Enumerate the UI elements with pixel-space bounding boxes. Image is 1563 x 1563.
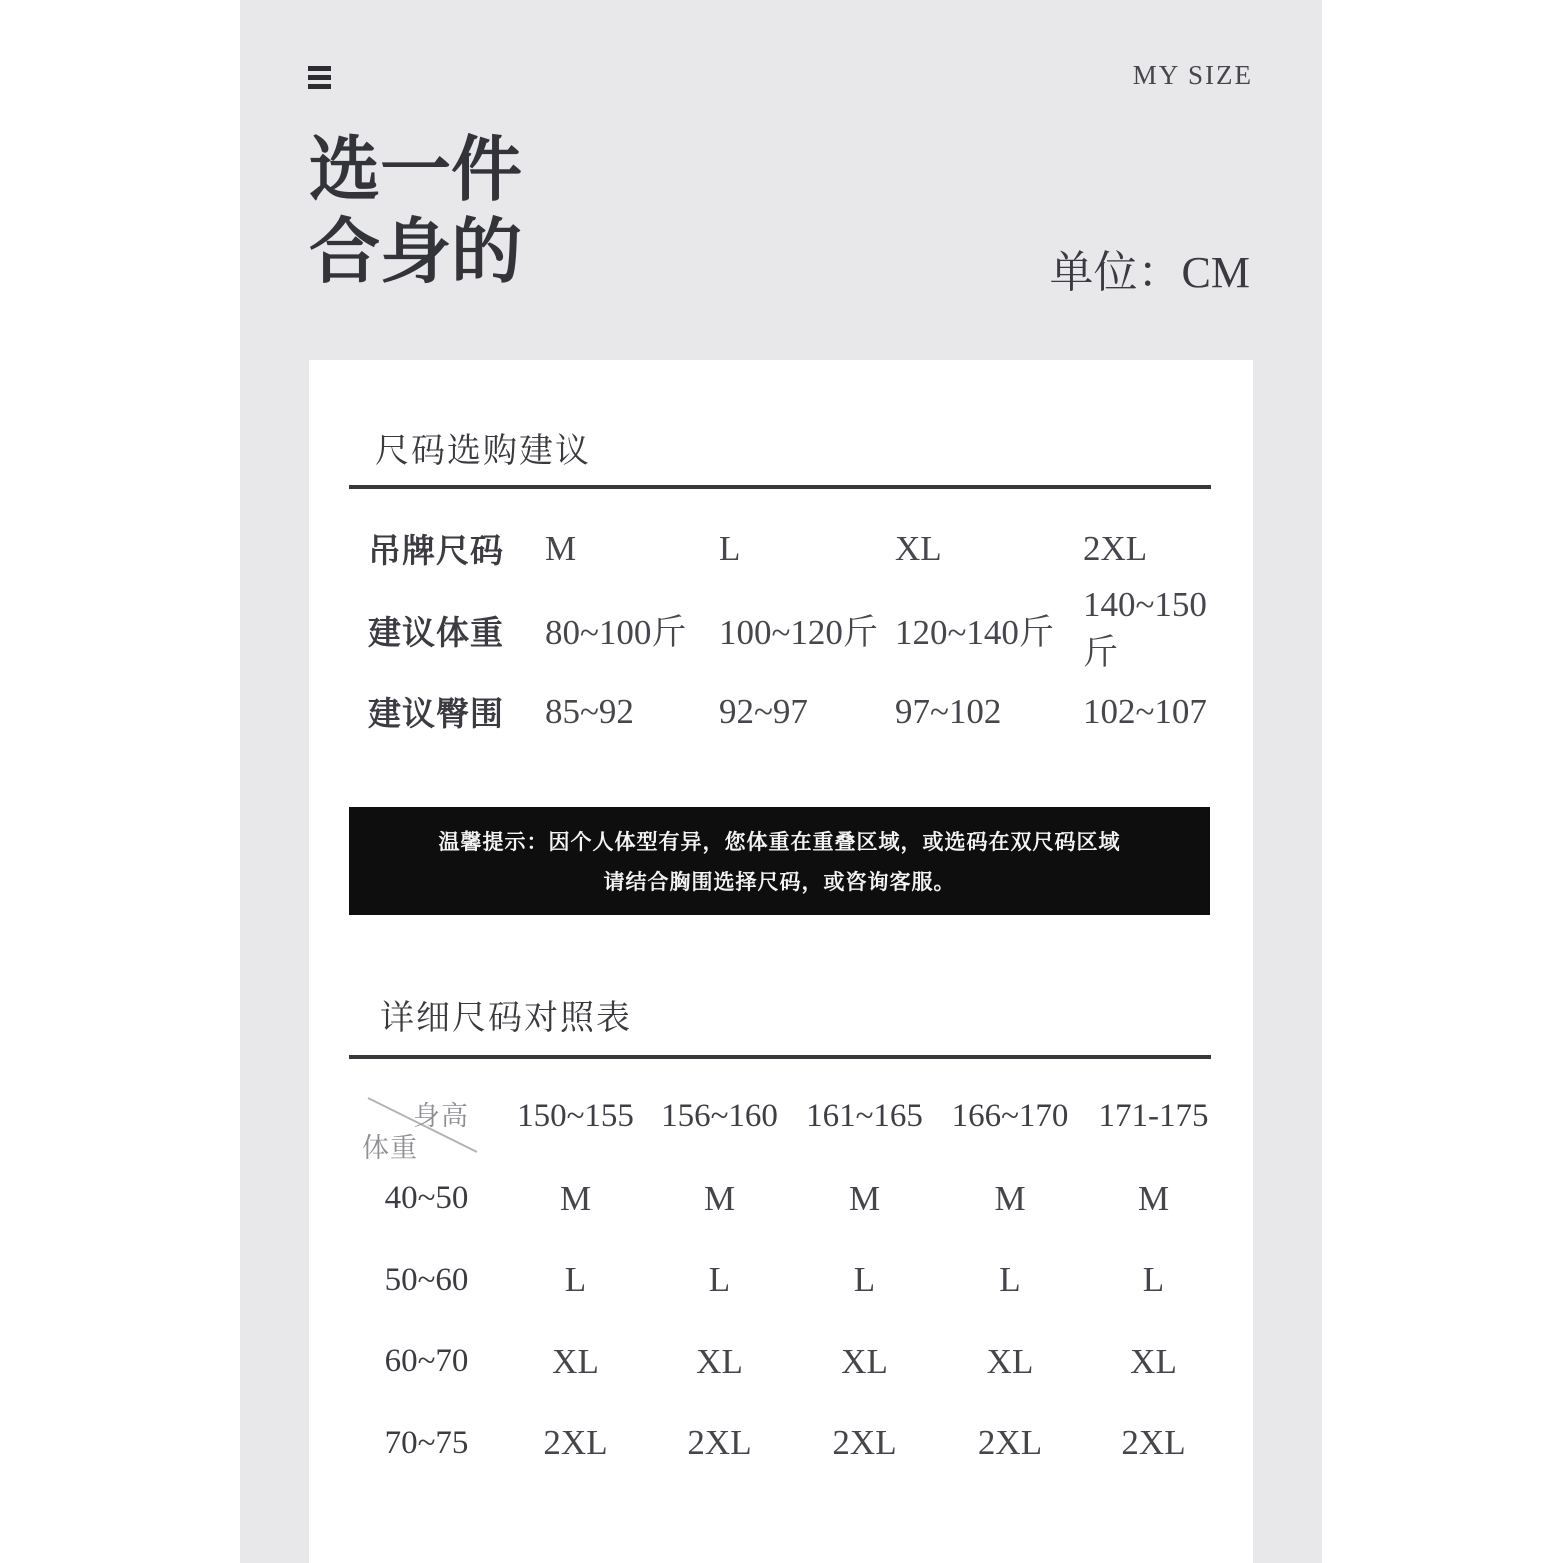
height-column-header: 166~170 <box>951 1097 1069 1134</box>
size-cell: XL <box>552 1341 599 1381</box>
hamburger-bar <box>308 66 331 71</box>
size-advice-table <box>368 508 1213 753</box>
size-cell: L <box>708 1260 731 1300</box>
size-cell: L <box>999 1260 1021 1300</box>
advice-row-label: 建议体重 <box>368 613 504 651</box>
size-cell: XL <box>1130 1341 1177 1381</box>
hamburger-bar <box>308 75 331 80</box>
advice-cell: 92~97 <box>719 691 808 731</box>
size-cell: XL <box>841 1341 888 1381</box>
weight-row-header: 70~75 <box>384 1424 469 1461</box>
weight-row-header: 60~70 <box>384 1343 469 1380</box>
advice-row-label: 吊牌尺码 <box>368 532 504 570</box>
weight-row-header: 40~50 <box>384 1180 469 1217</box>
size-card <box>309 360 1253 1563</box>
advice-cell: 97~102 <box>895 691 1002 731</box>
page-title-line2: 合身的 <box>309 214 523 292</box>
height-column-header: 150~155 <box>517 1097 634 1134</box>
advice-cell: 120~140斤 <box>895 613 1054 653</box>
corner-cell <box>349 1080 504 1163</box>
advice-section-heading: 尺码选购建议 <box>375 432 591 470</box>
advice-row-label: 建议臀围 <box>368 695 504 733</box>
menu-button[interactable] <box>308 66 331 89</box>
size-cell: L <box>1142 1260 1165 1300</box>
height-column-header: 156~160 <box>661 1097 778 1134</box>
weight-row-header: 50~60 <box>384 1261 469 1298</box>
size-cell: 2XL <box>687 1423 752 1463</box>
advice-cell: 2XL <box>1083 528 1148 568</box>
section-divider <box>349 485 1211 489</box>
notice-line1: 温馨提示：因个人体型有异，您体重在重叠区域，或选码在双尺码区域 <box>438 831 1121 854</box>
corner-weight-label: 体重 <box>362 1133 418 1163</box>
advice-cell: 102~107 <box>1083 691 1207 731</box>
size-cell: M <box>703 1178 736 1218</box>
page-title <box>309 130 522 294</box>
height-column-header: 171-175 <box>1098 1097 1209 1134</box>
notice-line2: 请结合胸围选择尺码，或咨询客服。 <box>603 871 956 894</box>
height-column-header: 161~165 <box>806 1097 923 1134</box>
unit-label: 单位：CM <box>1049 248 1250 297</box>
size-cell: M <box>559 1178 592 1218</box>
advice-cell: 80~100斤 <box>545 613 687 653</box>
hamburger-bar <box>308 84 331 89</box>
page-title-line1: 选一件 <box>309 132 523 210</box>
size-cell: 2XL <box>1121 1423 1186 1463</box>
size-cell: 2XL <box>977 1423 1043 1463</box>
advice-cell: L <box>719 528 741 568</box>
size-cell: 2XL <box>543 1423 608 1463</box>
notice-banner <box>349 807 1210 915</box>
size-cell: L <box>853 1260 876 1300</box>
advice-cell: M <box>545 528 577 568</box>
advice-cell: 100~120斤 <box>719 613 878 653</box>
size-cell: M <box>848 1178 881 1218</box>
advice-cell: XL <box>895 528 942 568</box>
chart-section-heading: 详细尺码对照表 <box>380 999 632 1037</box>
advice-cell: 85~92 <box>545 691 634 731</box>
brand-label: MY SIZE <box>1132 60 1253 90</box>
background-panel <box>240 0 1322 1563</box>
corner-height-label: 身高 <box>413 1101 469 1131</box>
size-cell: M <box>994 1178 1026 1218</box>
size-cell: 2XL <box>832 1423 897 1463</box>
advice-cell: 140~150斤 <box>1083 585 1207 673</box>
section-divider <box>349 1055 1211 1059</box>
size-chart-table <box>349 1080 1224 1484</box>
size-cell: XL <box>696 1341 743 1381</box>
size-cell: L <box>564 1260 587 1300</box>
size-cell: M <box>1137 1178 1170 1218</box>
size-cell: XL <box>986 1341 1034 1381</box>
